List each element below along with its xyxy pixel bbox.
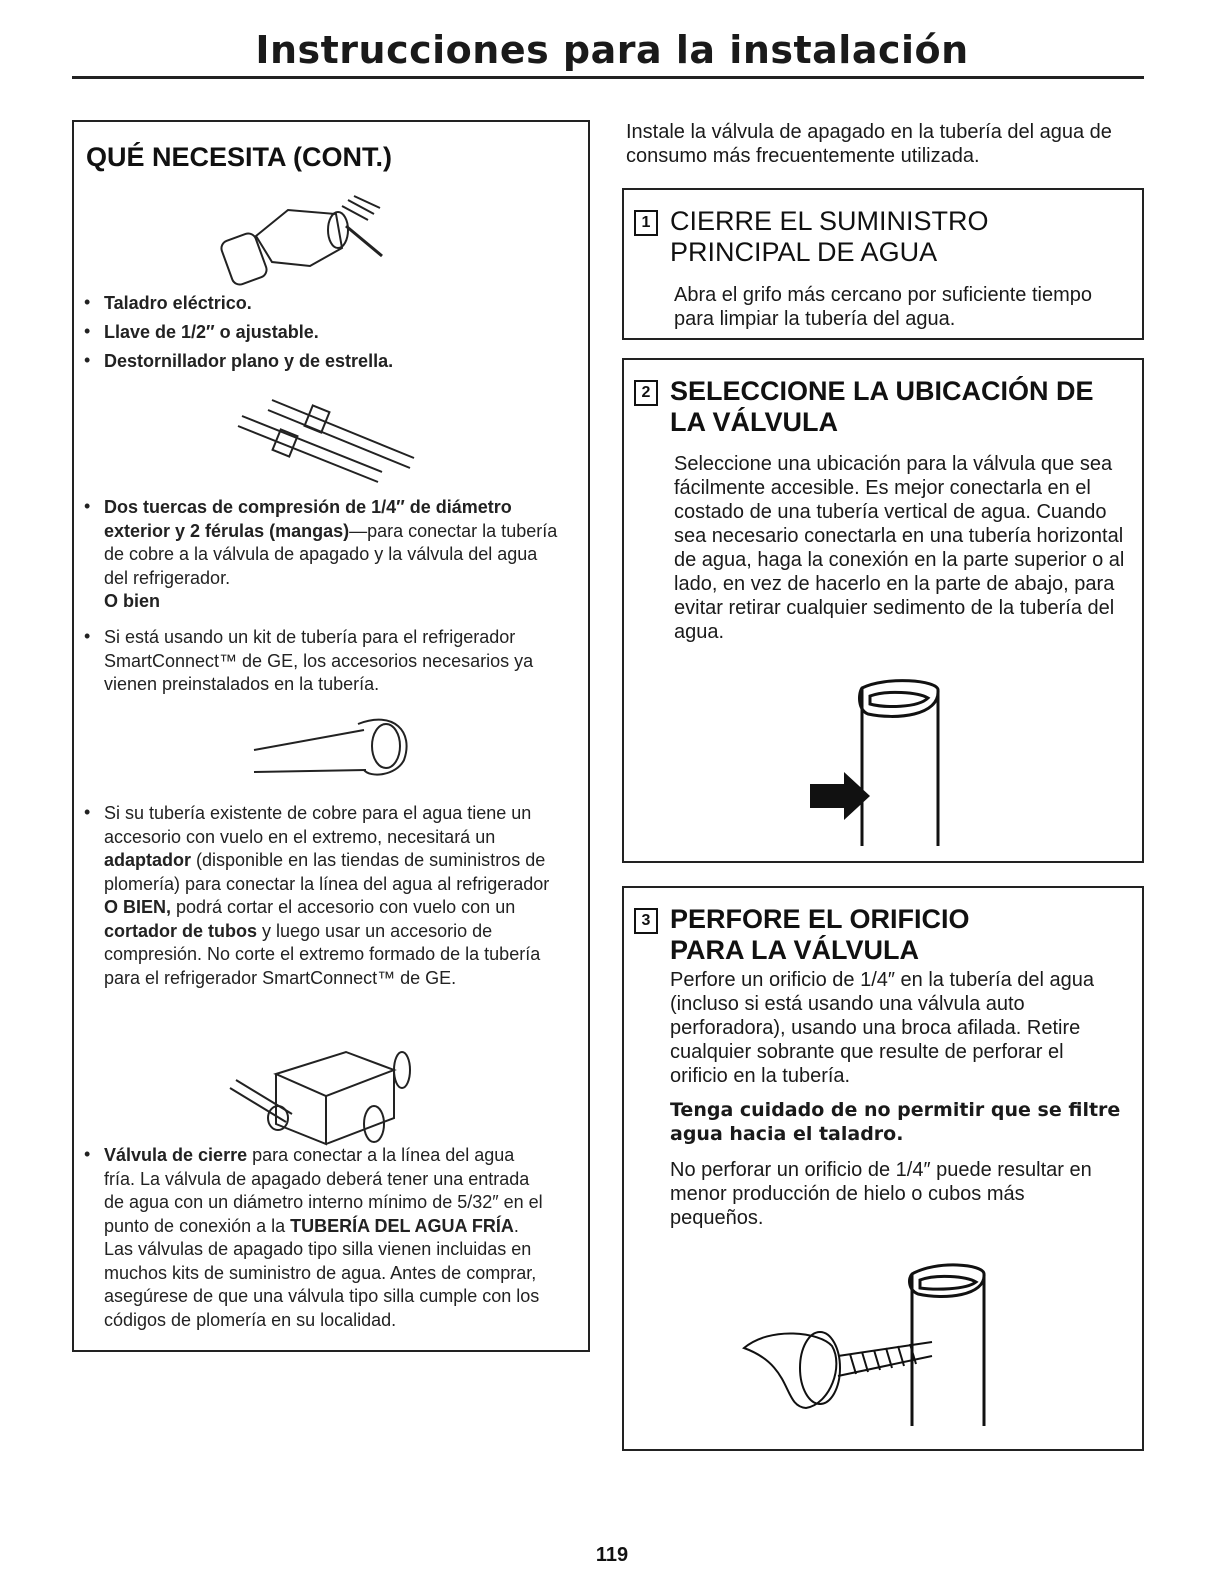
bullet-icon: • bbox=[84, 292, 91, 312]
flare-text: podrá cortar el accesorio con vuelo con un bbox=[171, 897, 516, 917]
bullet-icon: • bbox=[84, 496, 91, 516]
tool-item: Taladro eléctrico. bbox=[104, 293, 252, 313]
step-number-3: 3 bbox=[634, 908, 658, 934]
compression-bold: Dos tuercas de compresión de 1/4″ de diámetro exterior y 2 férulas (mangas) bbox=[104, 497, 512, 541]
bullet-icon: • bbox=[84, 626, 91, 646]
compression-rest: —para conectar la tubería de cobre a la válvula de apagado y la válvula del agua del refrigerador. bbox=[104, 520, 558, 588]
title-rule bbox=[72, 76, 1144, 79]
flare-text: Si su tubería existente de cobre para el agua tiene un accesorio con vuelo en el extremo, necesitará un bbox=[104, 803, 532, 847]
flare-bold: adaptador bbox=[104, 850, 192, 870]
step-3-title-line1: PERFORE EL ORIFICIO bbox=[670, 904, 970, 934]
valve-bold: Válvula de cierre bbox=[104, 1145, 248, 1165]
flare-text: (disponible en las tiendas de suministros de plomería) para conectar la línea del agua al refrigerador bbox=[104, 850, 550, 894]
step-1-title-line1: CIERRE EL SUMINISTRO bbox=[670, 206, 989, 236]
vertical-pipe-arrow-illustration bbox=[806, 676, 956, 852]
valve-text: . Las válvulas de apagado tipo silla vienen incluidas en muchos kits de suministro de agua. Antes de comprar, asegúrese de que una válvula tipo silla cumple con los códigos de plomería en su localidad. bbox=[104, 1215, 540, 1330]
bullet-icon: • bbox=[84, 1144, 91, 1164]
page-title: Instrucciones para la instalación bbox=[255, 28, 969, 72]
smartconnect-item: Si está usando un kit de tubería para el refrigerador SmartConnect™ de GE, los accesorios necesarios ya vienen preinstalados en la tubería. bbox=[104, 627, 534, 694]
compression-nuts-illustration bbox=[232, 394, 422, 484]
step-3-warning: Tenga cuidado de no permitir que se filtre agua hacia el taladro. bbox=[670, 1099, 1121, 1145]
bullet-icon: • bbox=[84, 321, 91, 341]
step-3-text: Perfore un orificio de 1/4″ en la tubería del agua (incluso si está usando una válvula auto perforadora), usando una broca afilada. Retire cualquier sobrante que resulte de perforar el orificio en la tubería. bbox=[670, 969, 1095, 1087]
flare-bold: O BIEN, bbox=[104, 897, 172, 917]
drilling-pipe-illustration bbox=[740, 1256, 1000, 1436]
valve-bold: TUBERÍA DEL AGUA FRÍA bbox=[290, 1215, 514, 1236]
step-2-text: Seleccione una ubicación para la válvula que sea fácilmente accesible. Es mejor conectarla en el costado de una tubería vertical de agua. Cuando sea necesario conectarla en una tubería horizontal de agua, haga la conexión en la parte superior o al lado, en vez de hacerlo en la parte de abajo, para evitar retirar cualquier sedimento de la tubería del agua. bbox=[674, 453, 1125, 643]
step-2-title-line2: LA VÁLVULA bbox=[670, 407, 838, 437]
step-number-1: 1 bbox=[634, 210, 658, 236]
valve-item bbox=[104, 1144, 544, 1332]
left-panel-title: QUÉ NECESITA (CONT.) bbox=[86, 142, 393, 172]
shutoff-valve-illustration bbox=[226, 1044, 416, 1144]
flare-text: y luego usar un accesorio de compresión. No corte el extremo formado de la tubería para el refrigerador SmartConnect™ de GE. bbox=[104, 920, 541, 988]
or-label: O bien bbox=[104, 591, 161, 611]
step-2-title-line1: SELECCIONE LA UBICACIÓN DE bbox=[670, 376, 1094, 406]
tube-fitting-illustration bbox=[254, 712, 424, 784]
bullet-icon: • bbox=[84, 350, 91, 370]
tool-item: Llave de 1/2″ o ajustable. bbox=[104, 322, 319, 342]
flare-bold: cortador de tubos bbox=[104, 920, 258, 941]
page-number: 119 bbox=[595, 1544, 629, 1566]
step-1-title-line2: PRINCIPAL DE AGUA bbox=[670, 237, 938, 267]
step-3-title-line2: PARA LA VÁLVULA bbox=[670, 935, 919, 965]
intro-text: Instale la válvula de apagado en la tubería del agua de consumo más frecuentemente utilizada. bbox=[626, 121, 1112, 167]
bullet-icon: • bbox=[84, 802, 91, 822]
compression-item bbox=[104, 496, 564, 590]
step-1-text: Abra el grifo más cercano por suficiente tiempo para limpiar la tubería del agua. bbox=[674, 284, 1092, 330]
valve-text: para conectar a la línea del agua fría. La válvula de apagado deberá tener una entrada de agua con un diámetro interno mínimo de 5/32″ en el punto de conexión a la bbox=[104, 1145, 543, 1236]
power-drill-illustration bbox=[218, 196, 398, 292]
tool-item: Destornillador plano y de estrella. bbox=[104, 351, 394, 371]
step-number-2: 2 bbox=[634, 380, 658, 406]
step-3-note: No perforar un orificio de 1/4″ puede resultar en menor producción de hielo o cubos más pequeños. bbox=[670, 1159, 1092, 1229]
flare-fitting-item bbox=[104, 802, 564, 990]
